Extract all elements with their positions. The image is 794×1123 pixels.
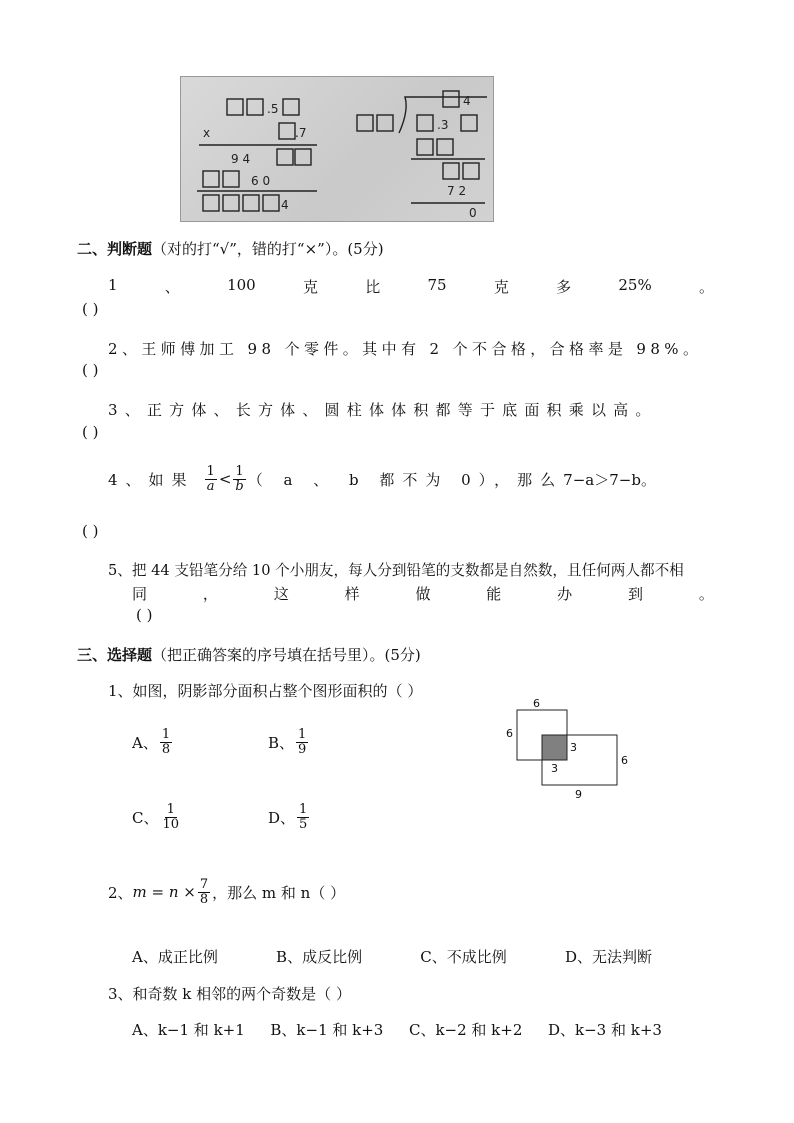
q2-1-w5: 75 xyxy=(427,276,447,294)
q3-2-den: 8 xyxy=(199,891,209,907)
section3-title: 三、选择题 xyxy=(77,646,153,664)
opt-a-num: 1 xyxy=(161,727,171,742)
overlap-figure-drawing xyxy=(500,696,640,806)
q2-5-w4: 做 xyxy=(415,585,431,603)
q2-1-w6: 克 xyxy=(493,278,509,296)
overlap-figure xyxy=(500,696,640,806)
q3-2-option-c[interactable]: C、不成比例 xyxy=(420,948,507,966)
q3-3-option-a[interactable]: A、k−1 和 k+1 xyxy=(132,1021,245,1039)
q2-5-w7: 到 xyxy=(628,585,644,603)
q2-1-w2: 100 xyxy=(227,276,256,294)
section2-heading xyxy=(77,238,384,259)
opt-c-num: 1 xyxy=(166,802,175,817)
q3-2-eq: m = n × xyxy=(132,883,196,902)
q3-2-lead: 2、 xyxy=(108,883,133,902)
q2-5-w5: 能 xyxy=(486,585,502,603)
q2-1-w3: 克 xyxy=(302,278,318,296)
q3-1-option-b[interactable] xyxy=(268,728,310,756)
opt-d-den: 5 xyxy=(299,816,308,832)
q3-3-option-b[interactable]: B、k−1 和 k+3 xyxy=(270,1021,384,1039)
q3-3: 3、和奇数 k 相邻的两个奇数是（ ） xyxy=(108,985,351,1003)
section2-note: （对的打“√”，错的打“×”）。(5分) xyxy=(152,240,384,258)
frac-b-den: b xyxy=(235,478,244,494)
q2-4-mid: （ a 、 b 都不为 0），那么 xyxy=(247,470,564,489)
opt-d-num: 1 xyxy=(299,802,308,817)
q2-1-answer[interactable]: ( ) xyxy=(82,300,99,318)
q2-5-line1: 5、把 44 支铅笔分给 10 个小朋友，每人分到铅笔的支数都是自然数，且任何两人都不相 xyxy=(108,562,684,579)
q2-4-answer[interactable]: ( ) xyxy=(82,522,99,540)
q2-5-w6: 办 xyxy=(557,585,573,603)
q2-1-w4: 比 xyxy=(365,278,381,296)
q2-4-frac-b xyxy=(233,465,245,493)
opt-a-label: A、 xyxy=(132,733,158,752)
q2-1-w1: 、 xyxy=(164,278,180,296)
div-r6: 0 xyxy=(469,206,477,220)
opt-b-num: 1 xyxy=(298,727,307,742)
q2-4-frac-a xyxy=(205,465,217,493)
q3-2-frac xyxy=(198,878,210,906)
q2-5-w2: 这 xyxy=(273,585,289,603)
q2-5-line2 xyxy=(132,583,714,604)
q2-3: 3、正方体、长方体、圆柱体体积都等于底面积乘以高。 xyxy=(108,401,658,419)
q3-2-tail: ，那么 m 和 n（ ） xyxy=(212,883,346,902)
q3-1-option-c[interactable] xyxy=(132,803,183,831)
label-inner-3-right: 3 xyxy=(570,741,577,754)
div-q: 4 xyxy=(463,94,471,108)
q2-5-w3: 样 xyxy=(344,585,360,603)
opt-d-label: D、 xyxy=(268,808,296,827)
label-inner-3-bottom: 3 xyxy=(551,762,558,775)
q2-3-answer[interactable]: ( ) xyxy=(82,423,99,441)
q2-4-lt: < xyxy=(218,470,232,489)
frac-a-den: a xyxy=(206,478,215,494)
label-right-6: 6 xyxy=(621,754,628,767)
q2-1-w8: 25% xyxy=(618,276,652,294)
opt-b-den: 9 xyxy=(298,741,307,757)
opt-c-label: C、 xyxy=(132,808,159,827)
q2-1-w9: 。 xyxy=(698,278,714,296)
section3-heading xyxy=(77,644,421,665)
opt-b-frac xyxy=(296,728,308,756)
q3-2-option-a[interactable]: A、成正比例 xyxy=(132,948,218,966)
shaded-overlap xyxy=(542,735,567,760)
label-left-6: 6 xyxy=(506,727,513,740)
q2-1-w0: 1 xyxy=(108,276,118,294)
div-r2: .3 xyxy=(437,118,449,132)
mult-r3: 9 4 xyxy=(231,152,251,166)
mult-r2: .7 xyxy=(295,126,307,140)
q3-2-options xyxy=(132,946,652,967)
mult-r5: 4 xyxy=(281,198,289,212)
q3-3-option-d[interactable]: D、k−3 和 k+3 xyxy=(548,1021,662,1039)
q2-5-answer[interactable]: ( ) xyxy=(136,606,153,624)
opt-c-frac xyxy=(160,803,181,831)
q2-2: 2、王师傅加工 98 个零件。其中有 2 个不合格，合格率是 98%。 xyxy=(108,340,703,358)
q2-4-tail: 7−a＞7−b。 xyxy=(563,470,656,489)
q3-2-num: 7 xyxy=(199,877,209,892)
arithmetic-photo xyxy=(180,76,494,222)
q2-1-w7: 多 xyxy=(556,278,572,296)
frac-b-num: 1 xyxy=(235,464,244,479)
mult-r1: .5 xyxy=(267,102,279,116)
opt-a-frac xyxy=(160,728,172,756)
q3-2-option-b[interactable]: B、成反比例 xyxy=(276,948,363,966)
q3-3-options xyxy=(132,1019,662,1040)
label-top-6: 6 xyxy=(533,697,540,710)
q3-1-option-a[interactable] xyxy=(132,728,174,756)
q2-4-lead: 4、如果 xyxy=(108,470,195,489)
label-bottom-9: 9 xyxy=(575,788,582,801)
q3-2-option-d[interactable]: D、无法判断 xyxy=(564,948,652,966)
q2-1 xyxy=(108,276,714,297)
q3-3-option-c[interactable]: C、k−2 和 k+2 xyxy=(408,1021,523,1039)
q2-5-w0: 同 xyxy=(132,585,148,603)
opt-a-den: 8 xyxy=(161,741,171,757)
q3-2 xyxy=(108,878,345,906)
mult-x: x xyxy=(203,126,211,140)
q2-5-w1: ， xyxy=(202,585,218,603)
section2-title: 二、判断题 xyxy=(77,240,153,258)
q2-5-w8: 。 xyxy=(698,585,714,603)
frac-a-num: 1 xyxy=(206,464,215,479)
arithmetic-photo-drawing xyxy=(181,77,493,221)
opt-b-label: B、 xyxy=(268,733,295,752)
q3-1: 1、如图，阴影部分面积占整个图形面积的（ ） xyxy=(108,682,423,700)
div-r5: 7 2 xyxy=(447,184,467,198)
opt-d-frac xyxy=(297,803,309,831)
opt-c-den: 10 xyxy=(162,816,180,832)
mult-r4: 6 0 xyxy=(251,174,271,188)
section3-note: （把正确答案的序号填在括号里）。(5分) xyxy=(152,646,421,664)
q3-1-option-d[interactable] xyxy=(268,803,311,831)
q2-4 xyxy=(108,465,714,493)
q2-2-answer[interactable]: ( ) xyxy=(82,361,99,379)
